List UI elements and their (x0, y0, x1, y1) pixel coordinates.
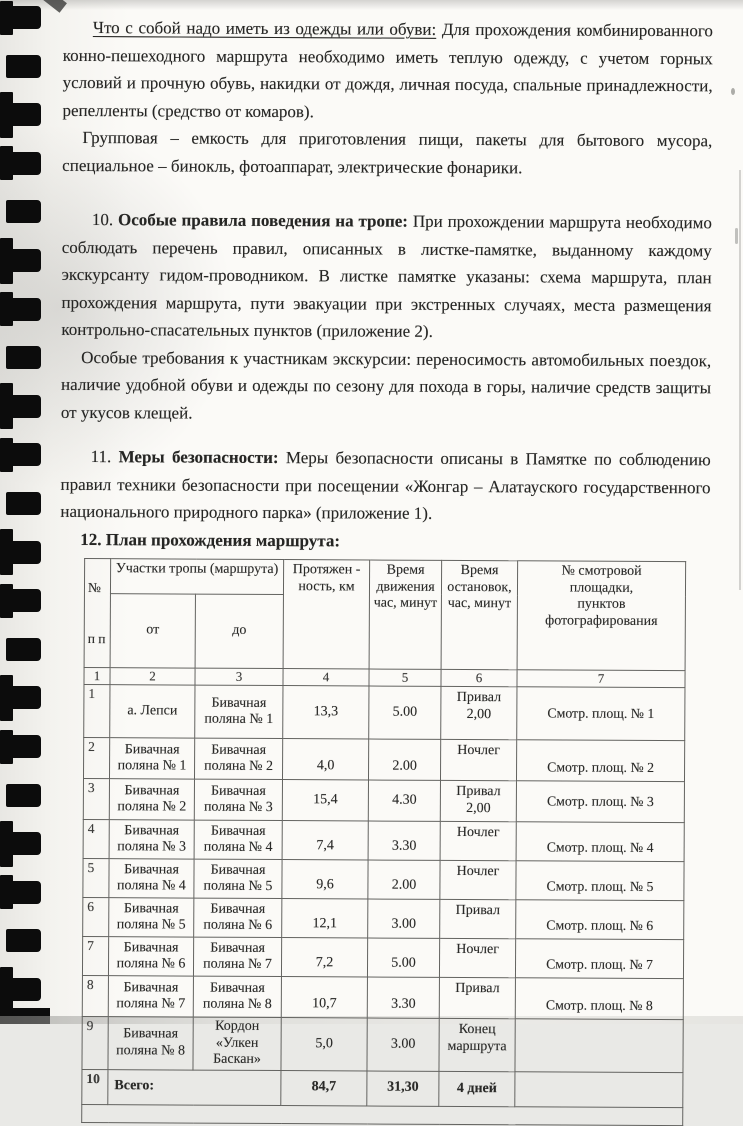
header-num-pp: п п (87, 631, 106, 647)
cell-photo: Смотр. площ. № 5 (516, 861, 684, 901)
cell-move: 2.00 (368, 860, 440, 899)
header-cell-row-number (84, 559, 111, 668)
binding-tooth-head (6, 638, 41, 661)
binding-spine-segment (0, 292, 13, 326)
cell-rownum: 9 (82, 1017, 108, 1070)
column-number-cell: 1 (84, 668, 110, 685)
binding-spine-segment (0, 146, 13, 180)
column-number-cell: 2 (110, 668, 195, 685)
cell-total-num: 10 (82, 1069, 108, 1104)
route-plan-table-wrap (81, 558, 710, 1126)
cell-stop: Привал (440, 899, 516, 938)
cell-to: Бивачная поляна № 6 (194, 898, 282, 937)
cell-from: Бивачная поляна № 8 (108, 1017, 193, 1070)
table-row (82, 976, 683, 1020)
cell-move: 2.00 (369, 739, 441, 780)
cell-stop: Привал 2,00 (441, 686, 517, 739)
binding-spine-segment (0, 875, 13, 909)
cell-from: Бивачная поляна № 1 (109, 738, 194, 779)
table-row (83, 820, 684, 862)
cell-rownum: 6 (83, 898, 109, 937)
cell-km: 7,2 (281, 938, 367, 977)
cell-rownum: 5 (83, 859, 109, 898)
cell-trailing-empty (82, 1104, 683, 1125)
binding-spine-segment (0, 438, 13, 472)
binding-spine-segment (0, 967, 13, 1013)
cell-total-photo (515, 1071, 683, 1107)
cell-from: Бивачная поляна № 3 (109, 820, 194, 859)
cell-move: 5.00 (369, 686, 441, 739)
binding-tooth-head (6, 200, 41, 223)
cell-move: 3.30 (367, 977, 439, 1018)
section-10-number: 10. (91, 210, 119, 230)
header-cell-sections: Участки тропы (маршрута) (110, 559, 283, 595)
table-row (82, 937, 683, 979)
cell-to: Бивачная поляна № 5 (194, 859, 282, 898)
table-row (84, 685, 685, 741)
binding-tooth-head (6, 492, 41, 515)
cell-stop: Ночлег (440, 821, 516, 860)
header-num-sign: № (87, 579, 101, 595)
cell-move: 3.00 (367, 1018, 439, 1071)
cell-km: 7,4 (282, 821, 368, 860)
cell-move: 3.30 (368, 821, 440, 860)
binding-spine-segment (0, 584, 13, 618)
cell-stop: Ночлег (441, 739, 517, 780)
table-row (82, 1017, 683, 1073)
cell-rownum: 1 (84, 685, 110, 738)
paragraph-section-10 (61, 206, 712, 347)
cell-from: Бивачная поляна № 7 (108, 976, 193, 1017)
scan-artifact (735, 228, 738, 244)
binding-tooth-head (6, 346, 41, 369)
cell-km: 4,0 (283, 739, 369, 780)
column-number-cell: 7 (517, 670, 685, 688)
column-number-cell: 5 (369, 669, 441, 686)
cell-rownum: 3 (83, 779, 109, 820)
table-trailing-empty-row (82, 1104, 683, 1125)
cell-to: Бивачная поляна № 3 (194, 779, 282, 820)
binding-spine-segment (0, 730, 13, 764)
column-number-cell: 4 (283, 669, 369, 686)
binding-tooth-head (6, 55, 41, 78)
scan-right-edge (739, 170, 741, 590)
cell-rownum: 7 (82, 937, 108, 976)
binding-tooth-head (6, 784, 41, 807)
section-10-title: Особые правила поведения на тропе: (117, 210, 409, 231)
scan-artifact (731, 88, 735, 95)
cell-from: Бивачная поляна № 2 (109, 779, 194, 820)
page-content (57, 14, 713, 1126)
table-row (83, 738, 684, 782)
cell-rownum: 8 (82, 976, 108, 1017)
header-cell-from: от (110, 594, 195, 669)
cell-total-km: 84,7 (281, 1070, 367, 1105)
cell-stop: Ночлег (439, 938, 515, 977)
binding-spine-segment (0, 383, 13, 429)
cell-from: Бивачная поляна № 5 (109, 898, 194, 937)
cell-km: 15,4 (282, 780, 368, 821)
header-row-number-inner (87, 578, 108, 650)
cell-move: 3.00 (368, 899, 440, 938)
header-cell-photo-points: № смотровой площадки, пунктов фотографирования (517, 561, 686, 671)
cell-km: 9,6 (282, 860, 368, 899)
cell-to: Бивачная поляна № 8 (193, 976, 281, 1017)
table-header-row-1 (84, 559, 685, 597)
cell-stop: Ночлег (440, 860, 516, 899)
route-plan-table (81, 558, 686, 1126)
cell-move: 4.30 (368, 780, 440, 821)
binding-spine-segment (0, 1, 13, 35)
cell-stop: Привал 2,00 (440, 780, 516, 821)
cell-photo: Смотр. площ. № 3 (516, 781, 684, 823)
binding (0, 0, 58, 1024)
cell-photo: Смотр. площ. № 4 (516, 822, 684, 862)
binding-spine-segment (0, 675, 13, 721)
section-11-number: 11. (90, 447, 119, 467)
clothing-body: Для прохождения комбинированного конно-пешеходного маршрута необходимо иметь теплую одежду, с учетом горных условий и прочную обувь, накидки от дождя, личная посуда, спальные принадлежности, репелленты (средство от комаров). (62, 19, 713, 121)
cell-photo: Смотр. площ. № 1 (517, 687, 685, 741)
binding-spine-segment (0, 821, 13, 867)
paragraph-section-11 (60, 443, 710, 529)
section-11-title: Меры безопасности: (118, 447, 279, 468)
header-cell-length: Протяжен - ность, км (283, 560, 370, 669)
section-11-body: Меры безопасности описаны в Памятке по соблюдению правил техники безопасности при посещении «Жонгар – Алатауского государственного национального природного парка» (приложение 1). (60, 448, 711, 523)
binding-spine-segment (0, 238, 13, 284)
cell-km: 10,7 (281, 977, 367, 1018)
cell-to: Кордон «Улкен Баскан» (193, 1017, 281, 1070)
table-total-row (82, 1069, 683, 1107)
binding-tooth-head (6, 929, 41, 952)
cell-photo: Смотр. площ. № 2 (517, 740, 685, 782)
binding-spine-segment (0, 529, 13, 575)
cell-km: 5,0 (281, 1018, 367, 1071)
cell-total-stop: 4 дней (439, 1071, 515, 1106)
cell-total-label: Всего: (108, 1069, 281, 1105)
cell-stop: Привал (439, 977, 515, 1018)
cell-photo: Смотр. площ. № 8 (515, 978, 683, 1020)
paragraph-section-12 (60, 525, 710, 556)
clothing-lead-underlined: Что с собой надо иметь из одежды или обуви: (92, 18, 437, 39)
cell-photo (515, 1019, 683, 1072)
paragraph-requirements: Особые требования к участникам экскурсии: переносимость автомобильных поездок, наличие удобной обуви и одежды по сезону для похода в горы, наличие средств защиты от укусов клещей. (60, 347, 712, 423)
header-cell-stop-time: Время остановок, час, минут (441, 560, 518, 669)
section-12-number: 12. (80, 529, 106, 549)
cell-to: Бивачная поляна № 4 (194, 820, 282, 859)
paragraph-clothing (62, 14, 713, 127)
cell-rownum: 4 (83, 820, 109, 859)
header-cell-move-time: Время движения час, минут (369, 560, 442, 669)
cell-from: а. Лепси (110, 685, 195, 738)
cell-rownum: 2 (83, 738, 109, 779)
table-row (83, 859, 684, 901)
column-number-cell: 6 (441, 669, 517, 686)
section-12-title: План прохождения маршрута: (105, 529, 341, 550)
paragraph-group-equipment: Групповая – емкость для приготовления пищи, пакеты для бытового мусора, специальное – бинокль, фотоаппарат, электрические фонарики. (62, 127, 713, 177)
table-row (83, 779, 684, 823)
cell-from: Бивачная поляна № 6 (108, 937, 193, 976)
cell-km: 12,1 (282, 899, 368, 938)
cell-stop: Конец маршрута (439, 1018, 515, 1071)
cell-to: Бивачная поляна № 2 (194, 738, 282, 779)
column-number-cell: 3 (195, 668, 283, 685)
binding-spine-segment (0, 92, 13, 138)
cell-photo: Смотр. площ. № 6 (516, 900, 684, 940)
cell-to: Бивачная поляна № 7 (193, 937, 281, 976)
header-cell-to: до (195, 594, 283, 669)
cell-to: Бивачная поляна № 1 (195, 685, 283, 738)
cell-photo: Смотр. площ. № 7 (515, 939, 683, 979)
cell-total-move: 31,30 (367, 1071, 439, 1106)
cell-move: 5.00 (367, 938, 439, 977)
cell-km: 13,3 (283, 686, 369, 739)
section-10-body: При прохождении маршрута необходимо соблюдать перечень правил, описанных в листке-памятке, выданному каждому экскурсанту гидом-проводником. В листке памятке указаны: схема маршрута, план прохождения маршрута, пути эвакуации при экстренных случаях, места размещения контрольно-спасательных пунктов (приложение 2). (61, 211, 712, 341)
cell-from: Бивачная поляна № 4 (109, 859, 194, 898)
table-row (83, 898, 684, 940)
